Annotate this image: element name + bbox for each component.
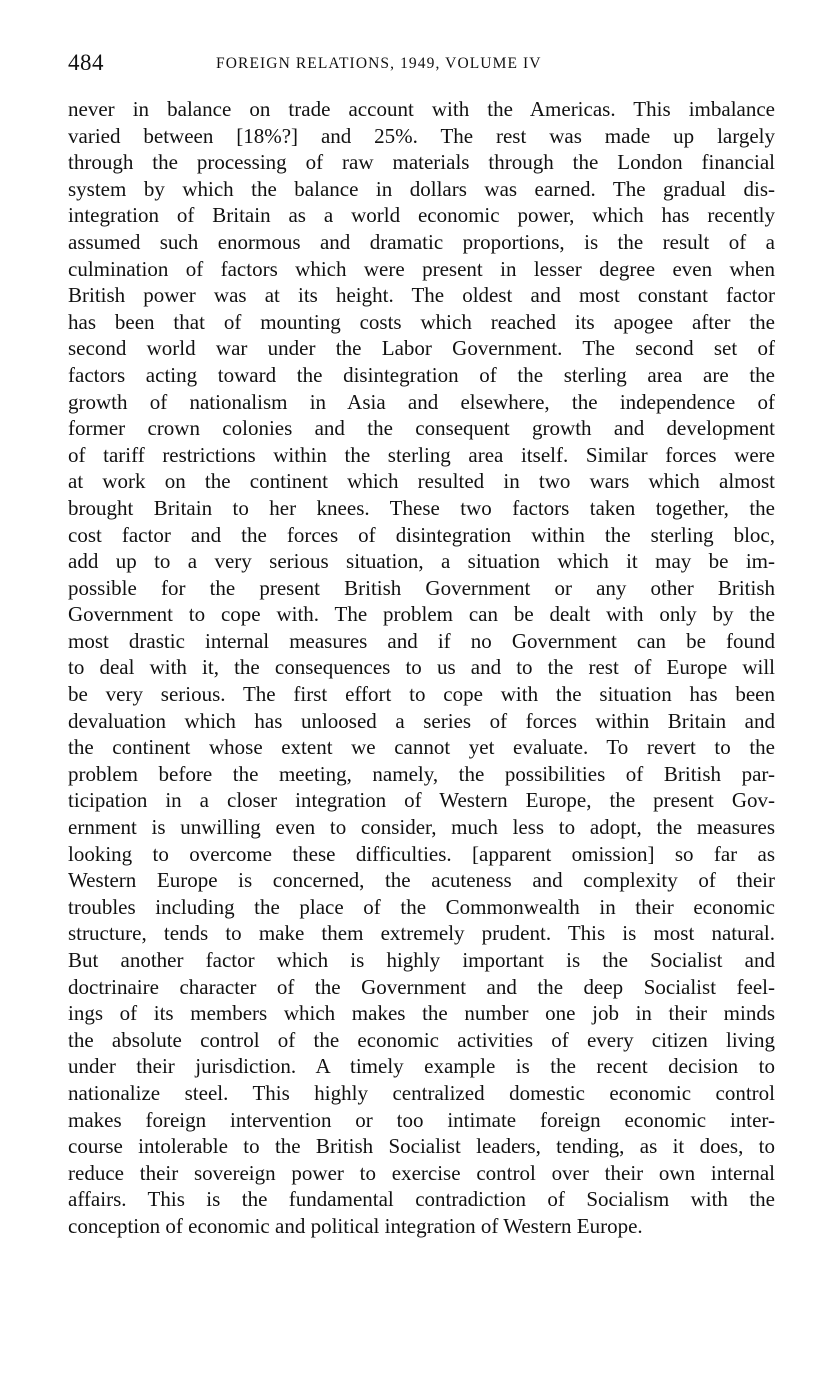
text-line: of tariff restrictions within the sterling area itself. Similar forces were bbox=[68, 442, 775, 467]
text-line: integration of Britain as a world economic power, which has recently bbox=[68, 203, 775, 228]
text-line: But another factor which is highly important is the Socialist and bbox=[68, 948, 775, 972]
text-line: Western Europe is concerned, the acuteness and complexity of their bbox=[68, 868, 775, 893]
text-line: ticipation in a closer integration of Western Europe, the present Gov- bbox=[68, 788, 775, 813]
text-line: affairs. This is the fundamental contradiction of Socialism with the bbox=[68, 1187, 775, 1212]
text-line: Government to cope with. The problem can be dealt with only by the bbox=[68, 602, 775, 627]
text-line: reduce their sovereign power to exercise control over their own internal bbox=[68, 1160, 775, 1185]
text-line: ings of its members which makes the number one job in their minds bbox=[68, 1001, 775, 1026]
text-line: former crown colonies and the consequent growth and development bbox=[68, 416, 775, 441]
text-line: nationalize steel. This highly centralized domestic economic control bbox=[68, 1080, 775, 1105]
text-line: the absolute control of the economic activities of every citizen living bbox=[68, 1027, 775, 1052]
text-line: system by which the balance in dollars was earned. The gradual dis- bbox=[68, 176, 775, 201]
text-line: factors acting toward the disintegration of the sterling area are the bbox=[68, 362, 775, 387]
text-line: brought Britain to her knees. These two factors taken together, the bbox=[68, 495, 775, 520]
page-header bbox=[68, 50, 780, 84]
text-line: add up to a very serious situation, a situation which it may be im- bbox=[68, 549, 775, 574]
text-line: has been that of mounting costs which reached its apogee after the bbox=[68, 309, 775, 334]
text-line: possible for the present British Government or any other British bbox=[68, 575, 775, 600]
text-line: through the processing of raw materials through the London financial bbox=[68, 150, 775, 175]
text-line: looking to overcome these difficulties. [apparent omission] so far as bbox=[68, 841, 775, 866]
text-line: to deal with it, the consequences to us and to the rest of Europe will bbox=[68, 655, 775, 680]
text-line: doctrinaire character of the Government and the deep Socialist feel- bbox=[68, 974, 775, 999]
text-line: troubles including the place of the Commonwealth in their economic bbox=[68, 894, 775, 919]
text-line: course intolerable to the British Socialist leaders, tending, as it does, to bbox=[68, 1134, 775, 1159]
text-line: assumed such enormous and dramatic proportions, is the result of a bbox=[68, 229, 775, 254]
text-line: ernment is unwilling even to consider, much less to adopt, the measures bbox=[68, 815, 775, 840]
text-line: most drastic internal measures and if no Government can be found bbox=[68, 628, 775, 653]
page-number: 484 bbox=[68, 50, 104, 75]
text-line: cost factor and the forces of disintegration within the sterling bloc, bbox=[68, 522, 775, 547]
text-line: British power was at its height. The oldest and most constant factor bbox=[68, 283, 775, 308]
text-line: under their jurisdiction. A timely example is the recent decision to bbox=[68, 1054, 775, 1079]
text-line: never in balance on trade account with the Americas. This imbalance bbox=[68, 97, 775, 121]
text-line: be very serious. The first effort to cope with the situation has been bbox=[68, 682, 775, 707]
text-line: devaluation which has unloosed a series of forces within Britain and bbox=[68, 708, 775, 733]
text-line: problem before the meeting, namely, the possibilities of British par- bbox=[68, 761, 775, 786]
text-line: growth of nationalism in Asia and elsewhere, the independence of bbox=[68, 389, 775, 414]
running-head: FOREIGN RELATIONS, 1949, VOLUME IV bbox=[216, 55, 542, 72]
text-line: the continent whose extent we cannot yet evaluate. To revert to the bbox=[68, 735, 775, 760]
text-line: second world war under the Labor Government. The second set of bbox=[68, 336, 775, 361]
text-line: structure, tends to make them extremely prudent. This is most natural. bbox=[68, 921, 775, 946]
text-line: culmination of factors which were present in lesser degree even when bbox=[68, 256, 775, 281]
text-line: at work on the continent which resulted in two wars which almost bbox=[68, 469, 775, 494]
text-line: varied between [18%?] and 25%. The rest was made up largely bbox=[68, 123, 775, 148]
text-line: conception of economic and political integration of Western Europe. bbox=[68, 1213, 643, 1238]
body-paragraph bbox=[68, 96, 775, 1240]
text-line: makes foreign intervention or too intimate foreign economic inter- bbox=[68, 1107, 775, 1132]
